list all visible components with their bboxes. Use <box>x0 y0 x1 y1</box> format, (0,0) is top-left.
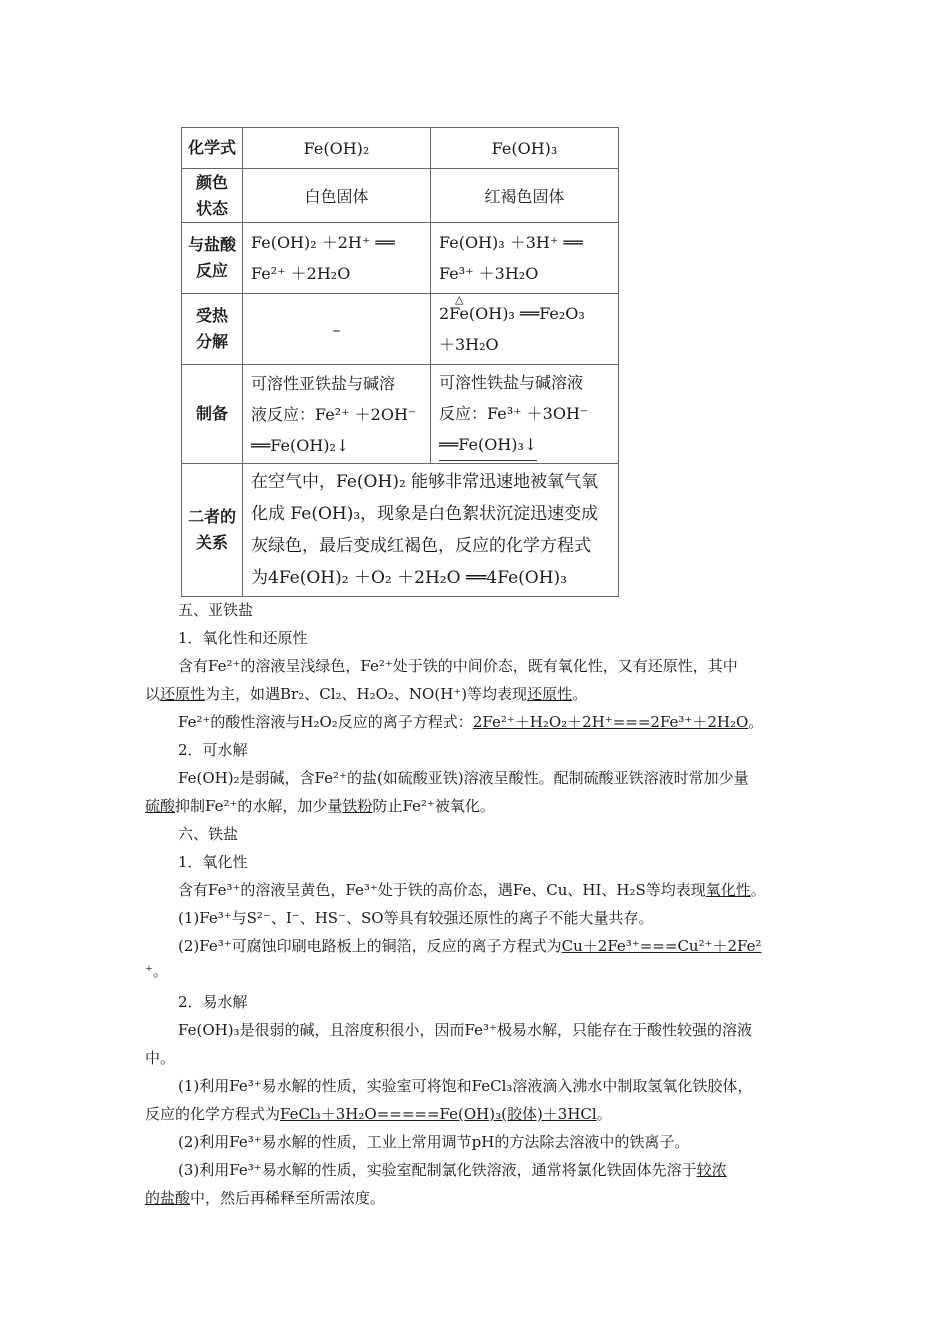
cell-line: Fe³⁺ ＋3H₂O <box>439 264 539 283</box>
table-cell: 红褐色固体 <box>431 169 619 223</box>
table-row <box>182 294 619 365</box>
cell-line: 灰绿色，最后变成红褐色，反应的化学方程式 <box>251 536 591 556</box>
section-heading: 六、铁盐 <box>178 825 239 843</box>
table-row <box>182 365 619 464</box>
table-row <box>182 169 619 223</box>
text: 含有Fe³⁺的溶液呈黄色，Fe³⁺处于铁的高价态，遇Fe、Cu、HI、H₂S等均表现 <box>178 881 706 899</box>
answer-blank: Cu＋2Fe³⁺===Cu²⁺＋2Fe² <box>561 937 762 955</box>
cell-line: 化成 Fe(OH)₃，现象是白色絮状沉淀迅速变成 <box>251 504 599 524</box>
cell-line: Fe(OH)₃ ＋3H⁺ ══ <box>439 233 583 252</box>
paragraph-line <box>145 1188 815 1208</box>
cell-line-text: 2Fe(OH)₃ ══Fe₂O₃ <box>439 304 585 323</box>
paragraph-line: 含有Fe²⁺的溶液呈浅绿色，Fe²⁺处于铁的中间价态，既有氧化性，又有还原性，其中 <box>178 657 738 675</box>
table-cell <box>243 365 431 464</box>
cell-line: 反应：Fe³⁺ ＋3OH⁻ <box>439 404 589 423</box>
row-header-line: 分解 <box>195 332 228 351</box>
row-header: 化学式 <box>182 128 243 169</box>
iron-hydroxide-table <box>181 127 619 597</box>
answer-blank: 较浓 <box>696 1161 727 1179</box>
answer-blank: 2Fe²⁺＋H₂O₂＋2H⁺===2Fe³⁺＋2H₂O <box>472 713 749 731</box>
answer-blank: 硫酸 <box>145 797 176 815</box>
text: 。 <box>596 1105 612 1123</box>
answer-blank: 还原性 <box>160 685 206 703</box>
paragraph-line <box>178 712 848 732</box>
table-cell: – <box>243 294 431 365</box>
text: 抑制Fe²⁺的水解，加少量 <box>175 797 343 815</box>
paragraph-line <box>178 880 848 900</box>
paragraph-line: Fe(OH)₂是弱碱，含Fe²⁺的盐(如硫酸亚铁)溶液呈酸性。配制硫酸亚铁溶液时常加少量 <box>178 769 749 787</box>
section-heading: 五、亚铁盐 <box>178 601 254 619</box>
paragraph-line: 中。 <box>145 1049 176 1067</box>
table-cell <box>431 223 619 294</box>
cell-line: 可溶性亚铁盐与碱溶 <box>251 373 396 393</box>
cell-line: Fe(OH)₂ ＋2H⁺ ══ <box>251 233 395 252</box>
paragraph-line <box>145 796 815 816</box>
paragraph-line: (1)利用Fe³⁺易水解的性质，实验室可将饱和FeCl₃溶液滴入沸水中制取氢氧化铁胶体， <box>178 1077 753 1095</box>
table-cell: 白色固体 <box>243 169 431 223</box>
text: 。 <box>748 713 764 731</box>
answer-blank: 还原性 <box>527 685 573 703</box>
cell-line <box>439 293 585 329</box>
subsection-heading: 2．可水解 <box>178 741 248 759</box>
row-header-line: 关系 <box>195 533 228 552</box>
table-cell: Fe(OH)₂ <box>243 128 431 169</box>
subsection-heading: 1．氧化性 <box>178 853 248 871</box>
table-row <box>182 128 619 169</box>
answer-blank: 的盐酸 <box>145 1189 191 1207</box>
heat-condition: △ <box>455 293 464 306</box>
text: (3)利用Fe³⁺易水解的性质，实验室配制氯化铁溶液，通常将氯化铁固体先溶于 <box>178 1161 697 1179</box>
table-cell <box>243 223 431 294</box>
text: (2)Fe³⁺可腐蚀印刷电路板上的铜箔，反应的离子方程式为 <box>178 937 562 955</box>
text: 。 <box>572 685 588 703</box>
cell-line: 为4Fe(OH)₂ ＋O₂ ＋2H₂O ══4Fe(OH)₃ <box>251 568 567 588</box>
table-cell <box>431 294 619 365</box>
cell-line: 可溶性铁盐与碱溶液 <box>439 373 584 392</box>
paragraph-line <box>145 1104 815 1124</box>
row-header-line: 颜色 <box>195 172 228 192</box>
row-header <box>182 169 243 223</box>
row-header-line: 反应 <box>195 261 228 280</box>
table-row <box>182 223 619 294</box>
answer-blank: 铁粉 <box>342 797 373 815</box>
table-cell: Fe(OH)₃ <box>431 128 619 169</box>
cell-line: ══Fe(OH)₃↓ <box>439 429 537 461</box>
text: 以 <box>145 685 161 703</box>
table-cell-relation <box>243 464 619 597</box>
paragraph-line: Fe(OH)₃是很弱的碱，且溶度积很小，因而Fe³⁺极易水解，只能存在于酸性较强的溶液 <box>178 1021 752 1039</box>
cell-line: 液反应：Fe²⁺ ＋2OH⁻ <box>251 404 417 424</box>
text: 防止Fe²⁺被氧化。 <box>372 797 495 815</box>
row-header-line: 二者的 <box>187 507 236 526</box>
paragraph-line: ⁺。 <box>145 962 168 980</box>
row-header-line: 状态 <box>195 198 228 218</box>
text: 反应的化学方程式为 <box>145 1105 281 1123</box>
row-header-line: 与盐酸 <box>187 235 236 254</box>
text: 。 <box>750 881 766 899</box>
row-header: 制备 <box>182 365 243 464</box>
row-header <box>182 294 243 365</box>
text: 为主，如遇Br₂、Cl₂、H₂O₂、NO(H⁺)等均表现 <box>205 685 528 703</box>
paragraph-line: (2)利用Fe³⁺易水解的性质，工业上常用调节pH的方法除去溶液中的铁离子。 <box>178 1133 690 1151</box>
cell-line: ＋3H₂O <box>439 335 499 354</box>
cell-line: 在空气中，Fe(OH)₂ 能够非常迅速地被氧气氧 <box>251 472 599 492</box>
row-header-line: 受热 <box>195 306 228 325</box>
answer-blank: FeCl₃＋3H₂O=====Fe(OH)₃(胶体)＋3HCl <box>280 1105 597 1123</box>
paragraph-line: (1)Fe³⁺与S²⁻、I⁻、HS⁻、SO等具有较强还原性的离子不能大量共存。 <box>178 909 654 927</box>
row-header <box>182 464 243 597</box>
text: 中，然后再稀释至所需浓度。 <box>190 1189 386 1207</box>
paragraph-line <box>145 684 815 704</box>
paragraph-line <box>178 1160 848 1180</box>
subsection-heading: 1．氧化性和还原性 <box>178 629 308 647</box>
paragraph-line <box>178 936 848 956</box>
table-row <box>182 464 619 597</box>
cell-line: Fe²⁺ ＋2H₂O <box>251 264 351 283</box>
cell-line: ══Fe(OH)₂↓ <box>251 435 350 455</box>
text: Fe²⁺的酸性溶液与H₂O₂反应的离子方程式： <box>178 713 473 731</box>
table-cell <box>431 365 619 464</box>
row-header <box>182 223 243 294</box>
subsection-heading: 2．易水解 <box>178 993 248 1011</box>
answer-blank: 氧化性 <box>705 881 751 899</box>
